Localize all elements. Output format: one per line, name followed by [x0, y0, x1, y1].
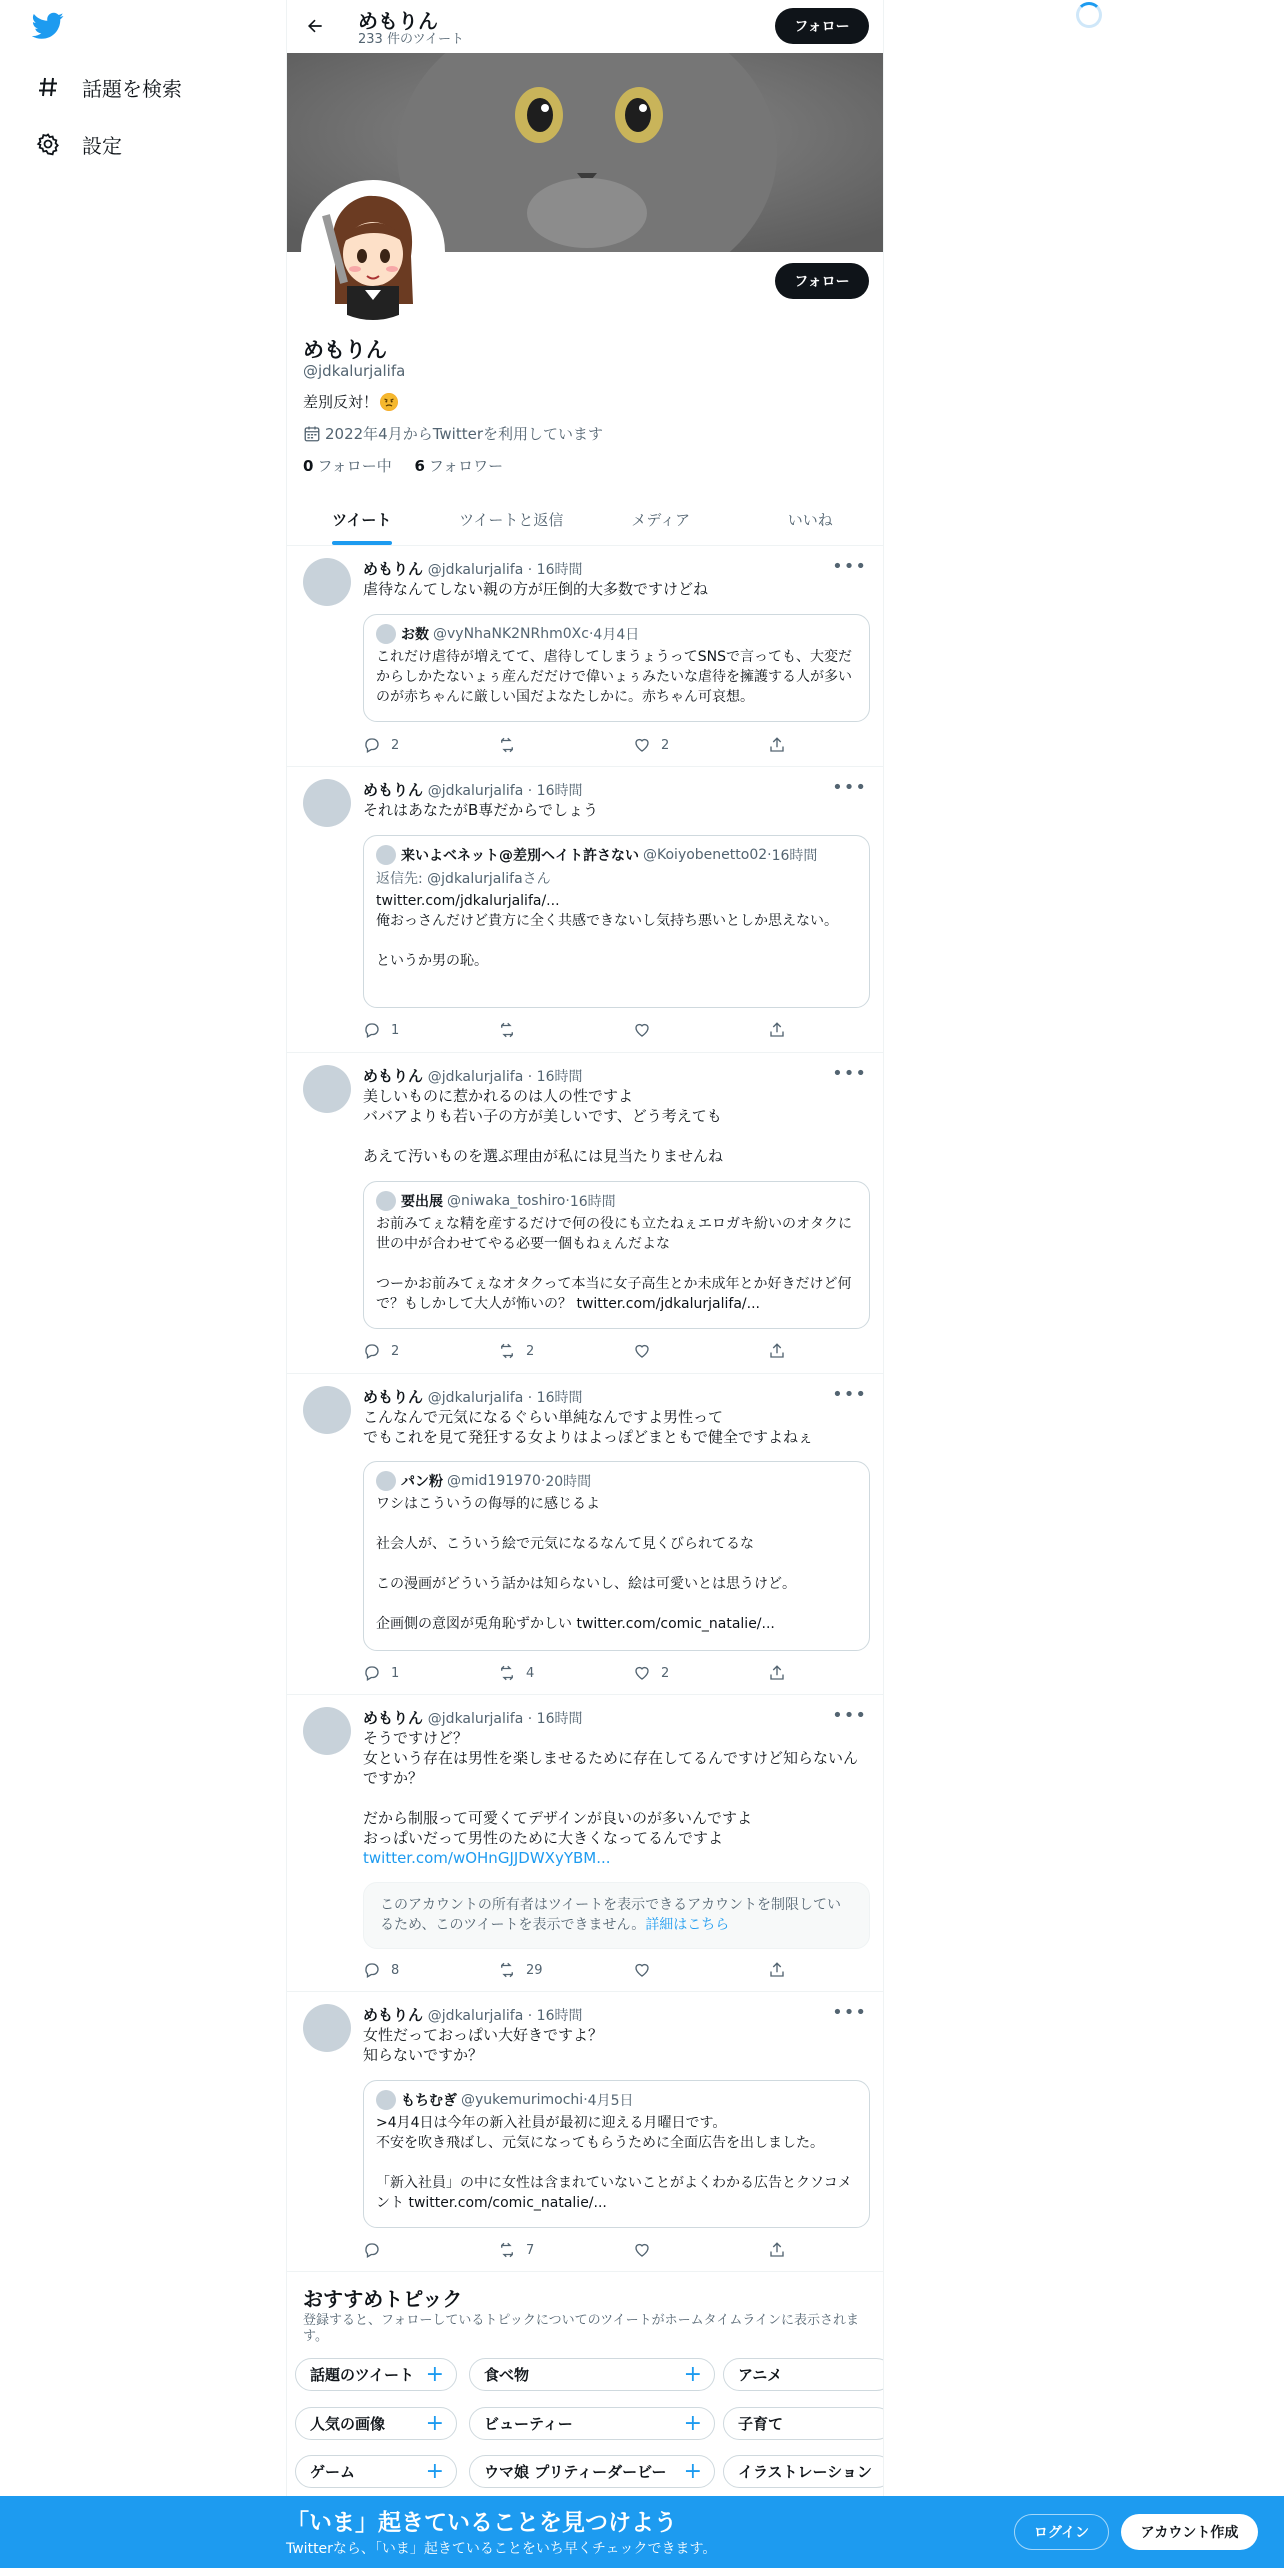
reply-button[interactable]	[363, 1960, 498, 1980]
tweet-header: めもりん @jdkalurjalifa · 16時間	[363, 781, 583, 799]
share-button[interactable]	[768, 1341, 793, 1361]
sidebar-item-label: 設定	[82, 133, 122, 158]
profile-tabs	[287, 493, 884, 546]
profile-follow-stats	[303, 455, 503, 476]
avatar[interactable]	[303, 1707, 351, 1755]
heart-icon	[633, 1021, 651, 1039]
avatar[interactable]	[303, 2004, 351, 2052]
tweet[interactable]	[287, 1053, 884, 1374]
tweet-time[interactable]: 16時間	[536, 1069, 583, 1085]
quote-author-handle: @vyNhaNK2NRhm0Xc	[433, 626, 589, 642]
quote-author-name: 要出展	[401, 1194, 443, 1210]
notice-text: このアカウントの所有者はツイートを表示できるアカウントを制限しているため、このツイートを表示できません。	[380, 1897, 842, 1933]
reply-count: 8	[391, 1962, 400, 1978]
like-button[interactable]	[633, 735, 768, 755]
topic-chip[interactable]	[723, 2358, 884, 2391]
angry-face-emoji-icon	[380, 393, 398, 411]
quote-author-name: お数	[401, 627, 429, 643]
tab-tweets[interactable]: ツイート	[287, 493, 437, 545]
hashtag-icon	[30, 69, 66, 105]
tweet-actions	[363, 2240, 793, 2260]
tweet-author-handle[interactable]: @jdkalurjalifa	[427, 1390, 524, 1406]
tweet-time[interactable]: 16時間	[536, 783, 583, 799]
tweet-time[interactable]: 16時間	[536, 1711, 583, 1727]
reply-button[interactable]	[363, 1020, 498, 1040]
reply-count: 2	[391, 1343, 400, 1359]
retweet-icon	[498, 1664, 516, 1682]
tab-media[interactable]: メディア	[631, 510, 691, 529]
quote-text: >4月4日は今年の新入社員が最初に迎える月曜日です。 不安を吹き飛ばし、元気になってもらうために全面広告を出しました。 「新入社員」の中に女性は含まれていないことがよくわかる広告とクソコメント twitter.com/comic_natalie/...	[376, 2115, 852, 2211]
profile-handle: @jdkalurjalifa	[303, 362, 406, 380]
plus-icon[interactable]: +	[425, 2459, 444, 2484]
plus-icon[interactable]: +	[683, 2362, 702, 2387]
topic-chip[interactable]	[723, 2455, 884, 2488]
quote-reply-to: 返信先: @jdkalurjalifaさん	[376, 871, 551, 887]
topic-label: アニメ	[738, 2366, 783, 2384]
tweet-actions	[363, 735, 793, 755]
profile-column	[286, 0, 884, 2568]
gear-icon	[30, 126, 66, 162]
topic-label: イラストレーション	[738, 2463, 872, 2481]
tweet-author-handle[interactable]: @jdkalurjalifa	[427, 562, 524, 578]
header-name: めもりん	[358, 9, 438, 33]
retweet-button[interactable]	[498, 1960, 633, 1980]
share-button[interactable]	[768, 1960, 793, 1980]
quote-time: 20時間	[545, 1474, 592, 1490]
topic-chip[interactable]	[723, 2407, 884, 2440]
plus-icon[interactable]: +	[425, 2411, 444, 2436]
plus-icon[interactable]: +	[683, 2411, 702, 2436]
topic-label: 子育て	[738, 2415, 784, 2433]
quote-time: 16時間	[569, 1194, 616, 1210]
like-button[interactable]	[633, 1341, 768, 1361]
share-icon	[768, 1342, 786, 1360]
reply-icon	[363, 736, 381, 754]
tweet-actions	[363, 1960, 793, 1980]
share-icon	[768, 736, 786, 754]
profile-follow-button[interactable]: フォロー	[775, 263, 869, 299]
like-button[interactable]	[633, 1020, 768, 1040]
avatar[interactable]	[303, 779, 351, 827]
quote-text: これだけ虐待が増えてて、虐待してしまうょうってSNSで言っても、大変だからしかたないょぅ産んだだけで偉いょぅみたいな虐待を擁護する人が多いのが赤ちゃんに厳しい国だよなたしかに。赤ちゃん可哀想。	[376, 649, 852, 705]
more-icon[interactable]: •••	[832, 1063, 867, 1084]
quote-author-handle: @niwaka_toshiro	[447, 1193, 566, 1209]
topics-title: おすすめトピック	[303, 2287, 463, 2311]
quote-author-handle: @Koiyobenetto02	[643, 847, 768, 863]
avatar	[376, 1191, 396, 1211]
tweet-author-handle[interactable]: @jdkalurjalifa	[427, 1711, 524, 1727]
quote-tweet[interactable]: パン粉 @mid191970 · 20時間 ワシはこういうの侮辱的に感じるよ 社会人が、こういう絵で元気になるなんて見くびられてるな この漫画がどういう話かは知らないし、絵は可愛いとは思うけど。 企画側の意図が兎角恥ずかしい twitter.com/comic_natalie/...	[363, 1461, 870, 1651]
profile-name: めもりん	[303, 338, 387, 362]
heart-icon	[633, 1342, 651, 1360]
tweet-text: 虐待なんてしない親の方が圧倒的大多数ですけどね	[363, 580, 709, 598]
retweet-button[interactable]	[498, 735, 633, 755]
quote-tweet[interactable]: 来いよベネット@差別ヘイト許さない @Koiyobenetto02 · 16時間 返信先: @jdkalurjalifaさん twitter.com/jdkalurjalifa/... 俺おっさんだけど貴方に全く共感できないし気持ち悪いとしか思えない。 というか男の恥。	[363, 835, 870, 1008]
sidebar-item-label: 話題を検索	[82, 76, 182, 101]
tweet-text: それはあなたがB専だからでしょう	[363, 801, 599, 819]
share-button[interactable]	[768, 735, 793, 755]
profile-join-date	[303, 423, 603, 444]
tweet-header: めもりん @jdkalurjalifa · 16時間	[363, 1067, 583, 1085]
retweet-button[interactable]	[498, 1663, 633, 1683]
heart-icon	[633, 736, 651, 754]
topic-label: 食べ物	[484, 2366, 530, 2384]
share-icon	[768, 1664, 786, 1682]
header-follow-button[interactable]: フォロー	[775, 8, 869, 44]
topic-chip[interactable]	[295, 2407, 457, 2440]
reply-icon	[363, 1961, 381, 1979]
tweet-header: めもりん @jdkalurjalifa · 16時間	[363, 1388, 583, 1406]
heart-icon	[633, 1664, 651, 1682]
like-count: 2	[661, 1665, 670, 1681]
like-button[interactable]	[633, 2240, 768, 2260]
followers-label: フォロワー	[428, 457, 504, 475]
retweet-icon	[498, 2241, 516, 2259]
retweet-icon	[498, 736, 516, 754]
reply-button[interactable]	[363, 1663, 498, 1683]
avatar	[376, 1471, 396, 1491]
retweet-icon	[498, 1021, 516, 1039]
tweet[interactable]	[287, 767, 884, 1053]
reply-count: 1	[391, 1665, 400, 1681]
signup-button[interactable]: アカウント作成	[1121, 2514, 1258, 2550]
tweet-link[interactable]: twitter.com/wOHnGJJDWXyYBM...	[363, 1849, 611, 1867]
tweet-text	[363, 1728, 868, 1868]
share-button[interactable]	[768, 2240, 793, 2260]
reply-icon	[363, 1021, 381, 1039]
withheld-tweet-notice	[363, 1882, 870, 1949]
reply-count: 2	[391, 737, 400, 753]
tweet-author-name[interactable]: めもりん	[363, 1067, 424, 1085]
profile-header-bar	[287, 0, 884, 53]
sidebar-item-settings[interactable]	[30, 116, 122, 172]
tweet-header: めもりん @jdkalurjalifa · 16時間	[363, 560, 583, 578]
avatar[interactable]	[303, 1386, 351, 1434]
quote-time: 16時間	[771, 848, 818, 864]
avatar	[376, 2090, 396, 2110]
tweet-time[interactable]: 16時間	[536, 2008, 583, 2024]
sidebar-item-explore[interactable]	[30, 59, 182, 115]
topic-label: ゲーム	[310, 2463, 356, 2481]
tweet-actions	[363, 1663, 793, 1683]
share-icon	[768, 1021, 786, 1039]
signup-banner	[0, 2496, 1284, 2568]
heart-icon	[633, 1961, 651, 1979]
more-icon[interactable]: •••	[832, 2002, 867, 2023]
tweet-author-name[interactable]: めもりん	[363, 781, 424, 799]
reply-count: 1	[391, 1022, 400, 1038]
more-icon[interactable]: •••	[832, 777, 867, 798]
tweet-author-handle[interactable]: @jdkalurjalifa	[427, 1069, 524, 1085]
reply-button[interactable]	[363, 2240, 498, 2260]
retweet-icon	[498, 1961, 516, 1979]
signup-banner-subtitle: Twitterなら、「いま」起きていることをいち早くチェックできます。	[286, 2541, 717, 2557]
tweet-text: 美しいものに惹かれるのは人の性ですよ ババアよりも若い子の方が美しいです、どう考えても あえて汚いものを選ぶ理由が私には見当たりませんね	[363, 1087, 724, 1165]
quote-time: 4月4日	[593, 627, 640, 643]
tweet-text-body: そうですけど？ 女という存在は男性を楽しませるために存在してるんですけど知らないんですか？ だから制服って可愛くてデザインが良いのが多いんですよ おっぱいだって男性のために大きくなってるんですよ	[363, 1729, 859, 1847]
bio-text: 差別反対！	[303, 393, 379, 411]
share-icon	[768, 2241, 786, 2259]
tweet-header: めもりん @jdkalurjalifa · 16時間	[363, 2006, 583, 2024]
tab-tweets-and-replies[interactable]: ツイートと返信	[459, 510, 564, 529]
quote-tweet[interactable]: お数 @vyNhaNK2NRhm0Xc · 4月4日 これだけ虐待が増えてて、虐待してしまうょうってSNSで言っても、大変だからしかたないょぅ産んだだけで偉いょぅみたいな虐待を擁護する人が多いのが赤ちゃんに厳しい国だよなたしかに。赤ちゃん可哀想。	[363, 614, 870, 722]
quote-text: ワシはこういうの侮辱的に感じるよ 社会人が、こういう絵で元気になるなんて見くびられてるな この漫画がどういう話かは知らないし、絵は可愛いとは思うけど。 企画側の意図が兎角恥ずかしい twitter.com/comic_natalie/...	[376, 1496, 796, 1632]
join-date-text: 2022年4月からTwitterを利用しています	[325, 425, 603, 443]
tweet-actions	[363, 1341, 793, 1361]
quote-text: twitter.com/jdkalurjalifa/... 俺おっさんだけど貴方に全く共感できないし気持ち悪いとしか思えない。 というか男の恥。	[376, 893, 838, 969]
tweet-author-name[interactable]: めもりん	[363, 2006, 424, 2024]
profile-avatar[interactable]	[301, 180, 445, 324]
sidebar	[0, 0, 286, 2568]
topic-chip[interactable]	[295, 2455, 457, 2488]
topic-label: ビューティー	[484, 2415, 573, 2433]
plus-icon[interactable]: +	[683, 2459, 702, 2484]
more-icon[interactable]: •••	[832, 556, 867, 577]
share-icon	[768, 1961, 786, 1979]
header-tweet-count: 233 件のツイート	[358, 32, 465, 47]
topics-subtitle: 登録すると、フォローしているトピックについてのツイートがホームタイムラインに表示されます。	[303, 2313, 860, 2344]
topic-chip[interactable]	[469, 2455, 715, 2488]
retweet-count: 29	[526, 1962, 543, 1978]
topic-chip[interactable]	[469, 2407, 715, 2440]
retweet-count: 4	[526, 1665, 535, 1681]
tweet-author-name[interactable]: めもりん	[363, 1709, 424, 1727]
twitter-logo-icon[interactable]	[32, 12, 64, 44]
more-icon[interactable]: •••	[832, 1384, 867, 1405]
retweet-button[interactable]	[498, 1020, 633, 1040]
quote-time: 4月5日	[587, 2093, 634, 2109]
learn-more-link[interactable]: 詳細はこちら	[645, 1917, 730, 1933]
followers-link[interactable]	[414, 457, 503, 475]
quote-author-name: 来いよベネット@差別ヘイト許さない	[401, 848, 639, 864]
following-link[interactable]	[303, 457, 392, 475]
quote-author-handle: @mid191970	[447, 1473, 541, 1489]
reply-button[interactable]	[363, 735, 498, 755]
tweet-author-name[interactable]: めもりん	[363, 1388, 424, 1406]
quote-tweet[interactable]: もちむぎ @yukemurimochi · 4月5日 >4月4日は今年の新入社員が最初に迎える月曜日です。 不安を吹き飛ばし、元気になってもらうために全面広告を出しました。 「新入社員」の中に女性は含まれていないことがよくわかる広告とクソコメント twitter.com/comic_natalie/...	[363, 2080, 870, 2228]
avatar[interactable]	[303, 558, 351, 606]
topic-label: ウマ娘 プリティーダービー	[484, 2463, 667, 2481]
followers-count: 6	[414, 457, 425, 475]
following-label: フォロー中	[317, 457, 392, 475]
tweet[interactable]	[287, 1992, 884, 2272]
topic-label: 話題のツイート	[310, 2366, 414, 2384]
avatar[interactable]	[303, 1065, 351, 1113]
calendar-icon	[303, 425, 321, 443]
tweet-text: 女性だっておっぱい大好きですよ？ 知らないですか？	[363, 2026, 604, 2064]
quote-tweet[interactable]: 要出展 @niwaka_toshiro · 16時間 お前みてぇな精を産するだけで何の役にも立たねぇエロガキ紛いのオタクに世の中が合わせてやる必要一個もねぇんだよな つーかお前みてぇなオタクって本当に女子高生とか未成年とか好きだけど何で？もしかして大人が怖いの？ twitter.com/jdkalurjalifa/...	[363, 1181, 870, 1329]
tweet-text: こんなんで元気になるぐらい単純なんですよ男性って でもこれを見て発狂する女よりはよっぽどまともで健全ですよねぇ	[363, 1408, 814, 1446]
like-count: 2	[661, 737, 670, 753]
reply-icon	[363, 1664, 381, 1682]
tweet-time[interactable]: 16時間	[536, 1390, 583, 1406]
reply-icon	[363, 2241, 381, 2259]
more-icon[interactable]: •••	[832, 1705, 867, 1726]
tab-likes[interactable]: いいね	[787, 510, 833, 529]
reply-icon	[363, 1342, 381, 1360]
avatar	[376, 845, 396, 865]
avatar	[376, 624, 396, 644]
like-button[interactable]	[633, 1960, 768, 1980]
loading-spinner-icon	[1076, 2, 1102, 28]
topic-chip[interactable]	[469, 2358, 715, 2391]
quote-author-handle: @yukemurimochi	[461, 2092, 584, 2108]
retweet-count: 2	[526, 1343, 535, 1359]
tweet-author-handle[interactable]: @jdkalurjalifa	[427, 2008, 524, 2024]
arrow-left-icon	[305, 16, 325, 36]
like-button[interactable]	[633, 1663, 768, 1683]
share-button[interactable]	[768, 1020, 793, 1040]
back-button[interactable]	[297, 8, 333, 44]
quote-author-name: もちむぎ	[401, 2093, 457, 2109]
retweet-button[interactable]	[498, 1341, 633, 1361]
share-button[interactable]	[768, 1663, 793, 1683]
following-count: 0	[303, 457, 314, 475]
quote-author-name: パン粉	[401, 1474, 443, 1490]
topic-label: 人気の画像	[310, 2415, 386, 2433]
tweet[interactable]	[287, 1374, 884, 1695]
tweet[interactable]	[287, 546, 884, 767]
signup-banner-title: 「いま」起きていることを見つけよう	[286, 2510, 677, 2536]
login-button[interactable]: ログイン	[1014, 2514, 1109, 2550]
topic-chip[interactable]	[295, 2358, 457, 2391]
retweet-count: 7	[526, 2242, 535, 2258]
plus-icon[interactable]: +	[425, 2362, 444, 2387]
tweet-author-handle[interactable]: @jdkalurjalifa	[427, 783, 524, 799]
tweet-actions	[363, 1020, 793, 1040]
tweet-author-name[interactable]: めもりん	[363, 560, 424, 578]
retweet-icon	[498, 1342, 516, 1360]
tweet-header: めもりん @jdkalurjalifa · 16時間	[363, 1709, 583, 1727]
quote-text: お前みてぇな精を産するだけで何の役にも立たねぇエロガキ紛いのオタクに世の中が合わせてやる必要一個もねぇんだよな つーかお前みてぇなオタクって本当に女子高生とか未成年とか好きだけど何で？もしかして大人が怖いの？ twitter.com/jdkalurjalifa/...	[376, 1216, 852, 1312]
reply-button[interactable]	[363, 1341, 498, 1361]
retweet-button[interactable]	[498, 2240, 633, 2260]
heart-icon	[633, 2241, 651, 2259]
tweet-time[interactable]: 16時間	[536, 562, 583, 578]
tweet[interactable]	[287, 1695, 884, 1992]
profile-bio	[303, 391, 398, 412]
